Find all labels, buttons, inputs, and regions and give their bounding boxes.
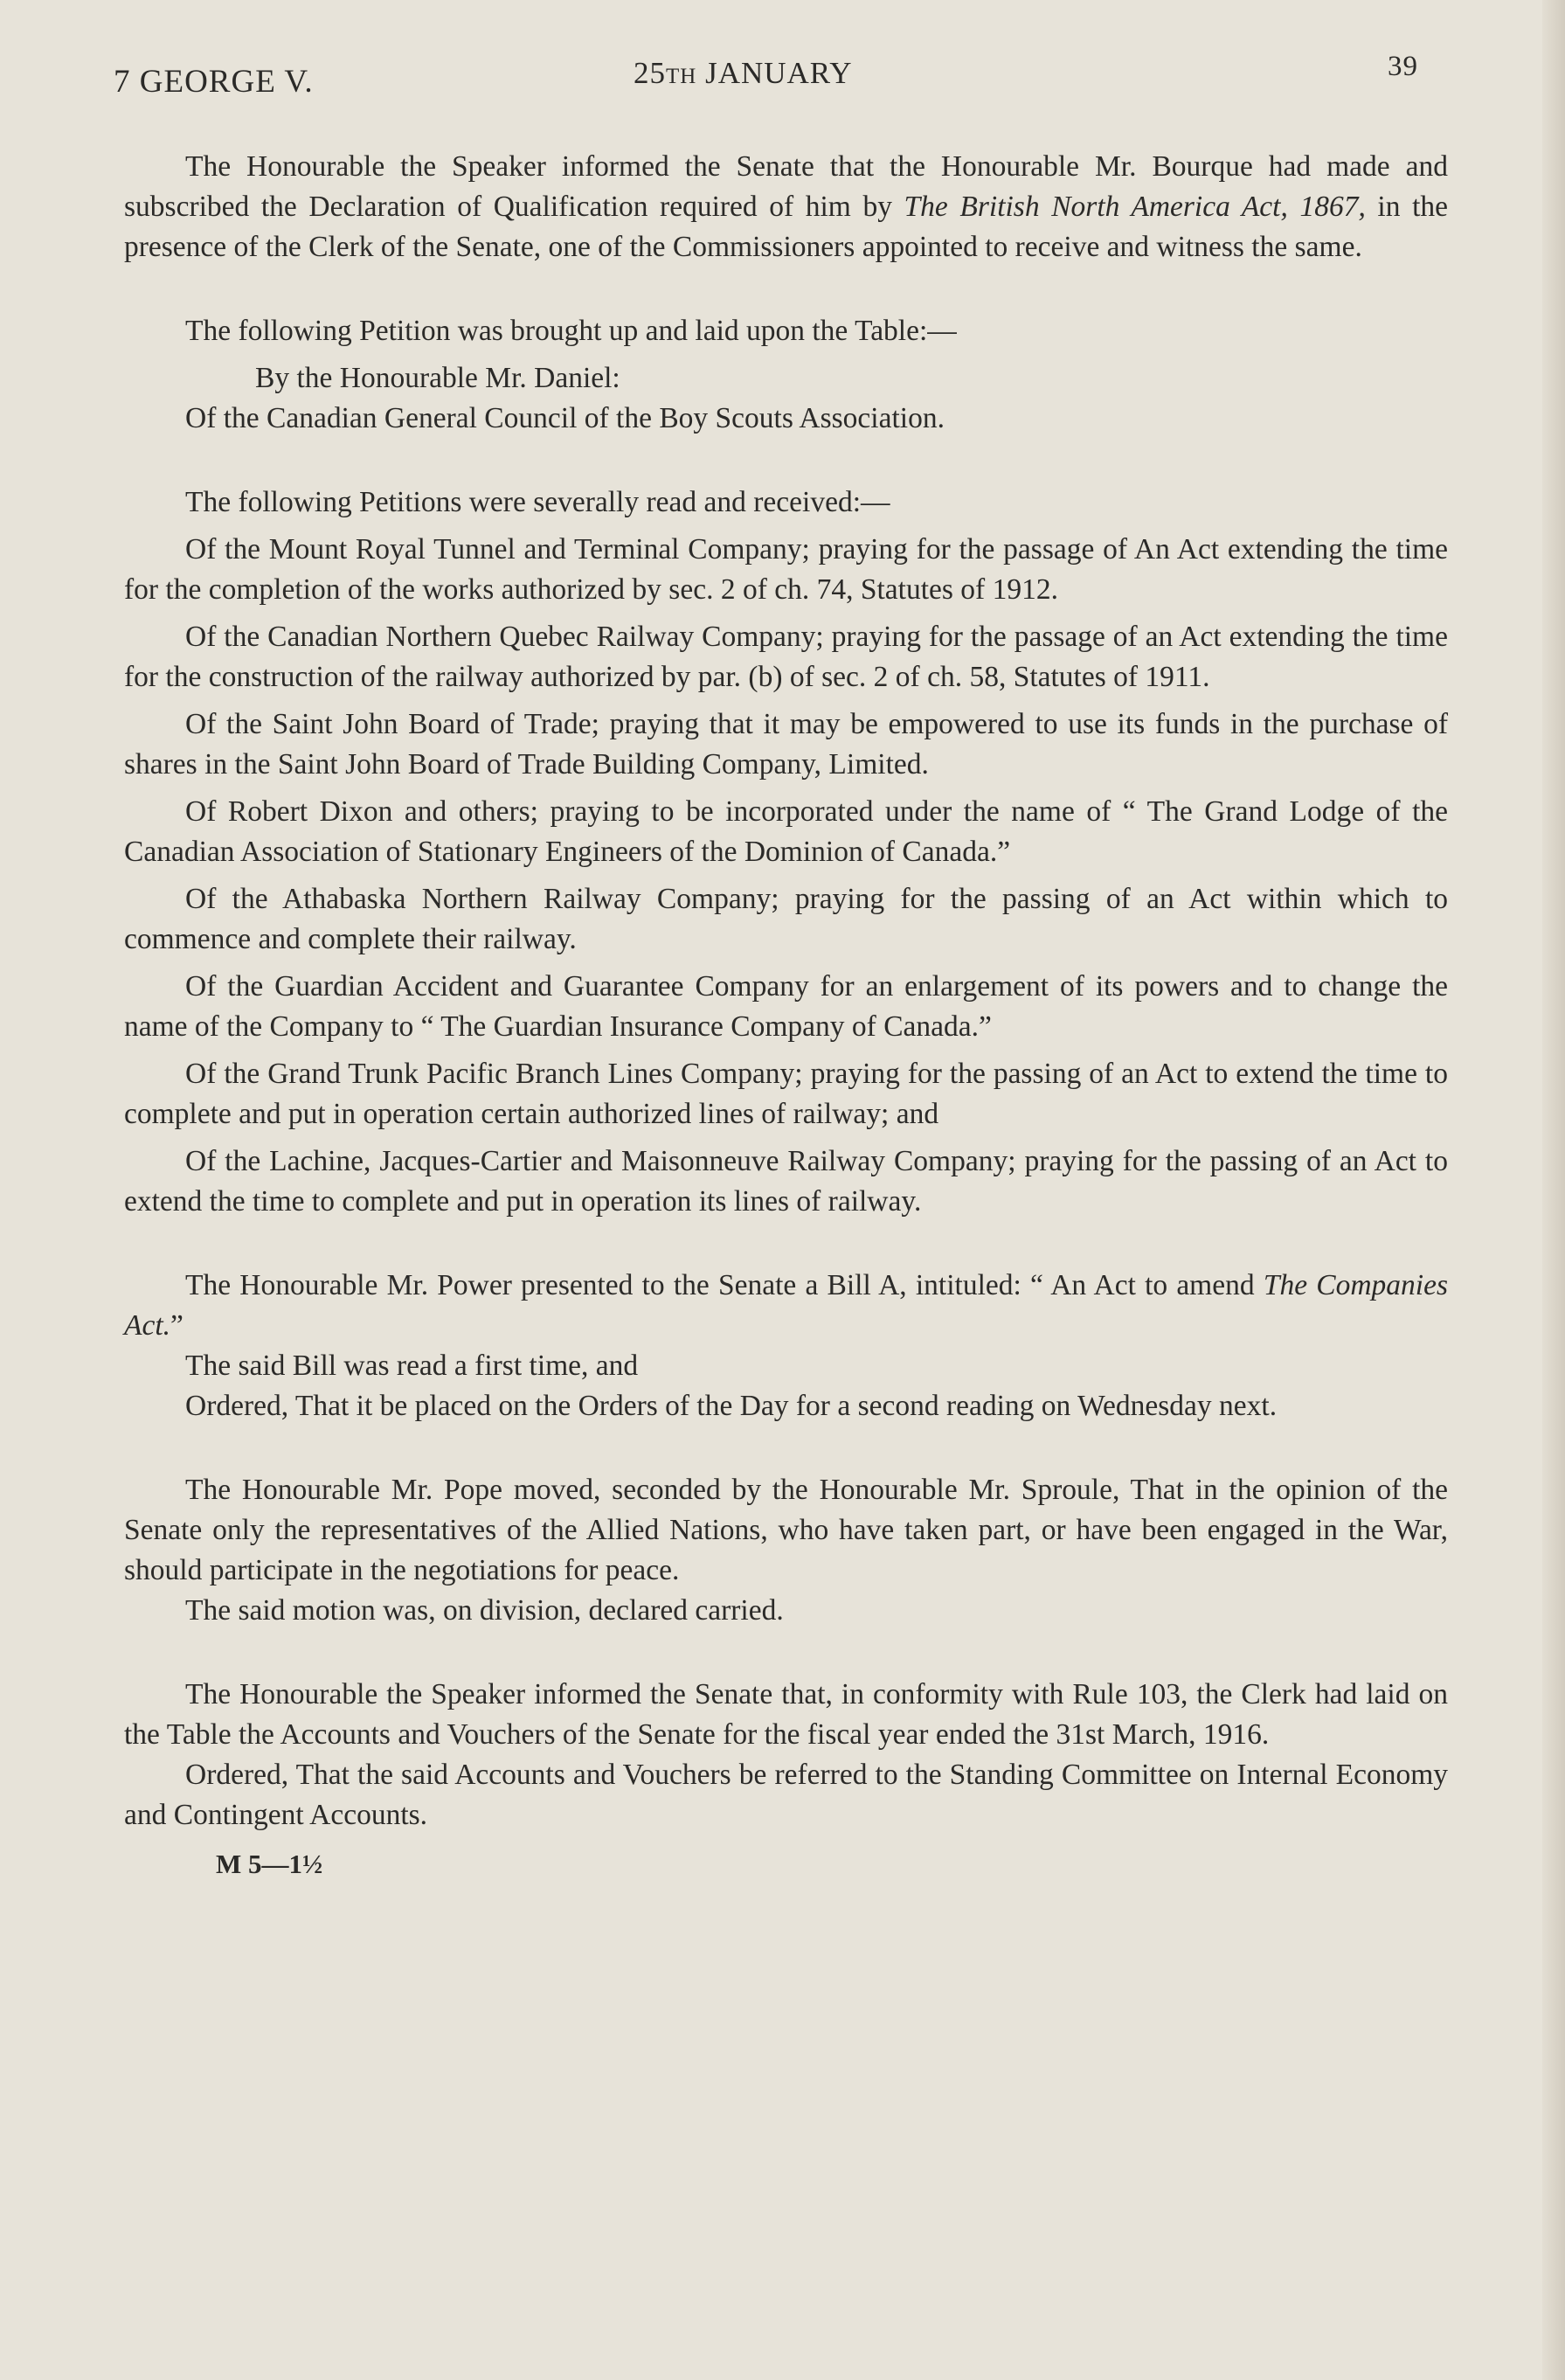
- page-number: 39: [1388, 51, 1418, 82]
- petition-saint-john: Of the Saint John Board of Trade; praying that it may be empowered to use its funds in the purchase of shares in the Saint John Board of Trade Building Company, Limited.: [124, 708, 1448, 781]
- paragraph-ordered-second-reading: Ordered, That it be placed on the Orders of the Day for a second reading on Wednesday next.: [185, 1390, 1278, 1422]
- page-edge-shadow: [1542, 0, 1565, 2380]
- act-title-italic: The Companies Act.: [124, 1269, 1449, 1342]
- paragraph-accounts-laid: The Honourable the Speaker informed the Senate that, in conformity with Rule 103, the Clerk had laid on the Table the Accounts and Vouchers of the Senate for the fiscal year ended the 31st March, 1916.: [124, 1678, 1448, 1751]
- paragraph-text: in the presence of the Clerk of the Senate, one of the Commissioners appointed to receive and witness the same.: [124, 191, 1448, 263]
- paragraph-text: The Honourable the Speaker informed the Senate that the Honourable Mr. Bourque had made and subscribed the Declaration of Qualification required of him by: [124, 150, 1448, 223]
- petition-robert-dixon: Of Robert Dixon and others; praying to be incorporated under the name of “ The Grand Lodge of the Canadian Association of Stationary Engineers of the Dominion of Canada.”: [124, 795, 1448, 868]
- journal-body: [124, 147, 1448, 1884]
- petition-canadian-northern-quebec: Of the Canadian Northern Quebec Railway Company; praying for the passage of an Act extending the time for the construction of the railway authorized by par. (b) of sec. 2 of ch. 58, Statutes of 1911.: [124, 621, 1448, 693]
- paragraph-petitions-received: The following Petitions were severally read and received:—: [185, 486, 890, 518]
- paragraph-petition-intro: The following Petition was brought up and laid upon the Table:—: [185, 315, 957, 347]
- paragraph-bill-a: [124, 1266, 1448, 1346]
- paragraph-pope-motion: The Honourable Mr. Pope moved, seconded by the Honourable Mr. Sproule, That in the opinion of the Senate only the representatives of the Allied Nations, who have taken part, or have been engaged in the War, should participate in the negotiations for peace.: [124, 1474, 1448, 1586]
- header-date-suffix: TH: [666, 65, 697, 88]
- petition-athabaska: Of the Athabaska Northern Railway Company; praying for the passing of an Act within which to commence and complete their railway.: [124, 883, 1448, 955]
- signature-mark: M 5—1½: [216, 1849, 323, 1879]
- header-date-day: 25: [634, 56, 666, 90]
- paragraph-declaration: [124, 147, 1448, 267]
- running-header: [114, 51, 1424, 103]
- petition-grand-trunk: Of the Grand Trunk Pacific Branch Lines Company; praying for the passing of an Act to extend the time to complete and put in operation certain authorized lines of railway; and: [124, 1058, 1448, 1130]
- header-date: [634, 56, 853, 91]
- paragraph-motion-carried: The said motion was, on division, declared carried.: [185, 1594, 784, 1627]
- paragraph-text: ”: [170, 1309, 184, 1342]
- header-session: 7 GEORGE V.: [114, 64, 314, 100]
- petition-guardian: Of the Guardian Accident and Guarantee Company for an enlargement of its powers and to change the name of the Company to “ The Guardian Insurance Company of Canada.”: [124, 970, 1448, 1043]
- paragraph-petition-boy-scouts: Of the Canadian General Council of the Boy Scouts Association.: [185, 402, 945, 434]
- paragraph-first-reading: The said Bill was read a first time, and: [185, 1350, 639, 1382]
- paragraph-petition-presenter: By the Honourable Mr. Daniel:: [255, 362, 620, 394]
- paragraph-text: The Honourable Mr. Power presented to the Senate a Bill A, intituled: “ An Act to amend: [185, 1269, 1264, 1301]
- petition-lachine: Of the Lachine, Jacques-Cartier and Maisonneuve Railway Company; praying for the passing of an Act to extend the time to complete and put in operation its lines of railway.: [124, 1145, 1448, 1218]
- paragraph-accounts-referred: Ordered, That the said Accounts and Vouchers be referred to the Standing Committee on Internal Economy and Contingent Accounts.: [124, 1759, 1448, 1831]
- act-title-italic: The British North America Act, 1867,: [904, 191, 1366, 223]
- petition-mount-royal: Of the Mount Royal Tunnel and Terminal Company; praying for the passage of An Act extending the time for the completion of the works authorized by sec. 2 of ch. 74, Statutes of 1912.: [124, 533, 1448, 606]
- header-date-month: JANUARY: [696, 56, 853, 90]
